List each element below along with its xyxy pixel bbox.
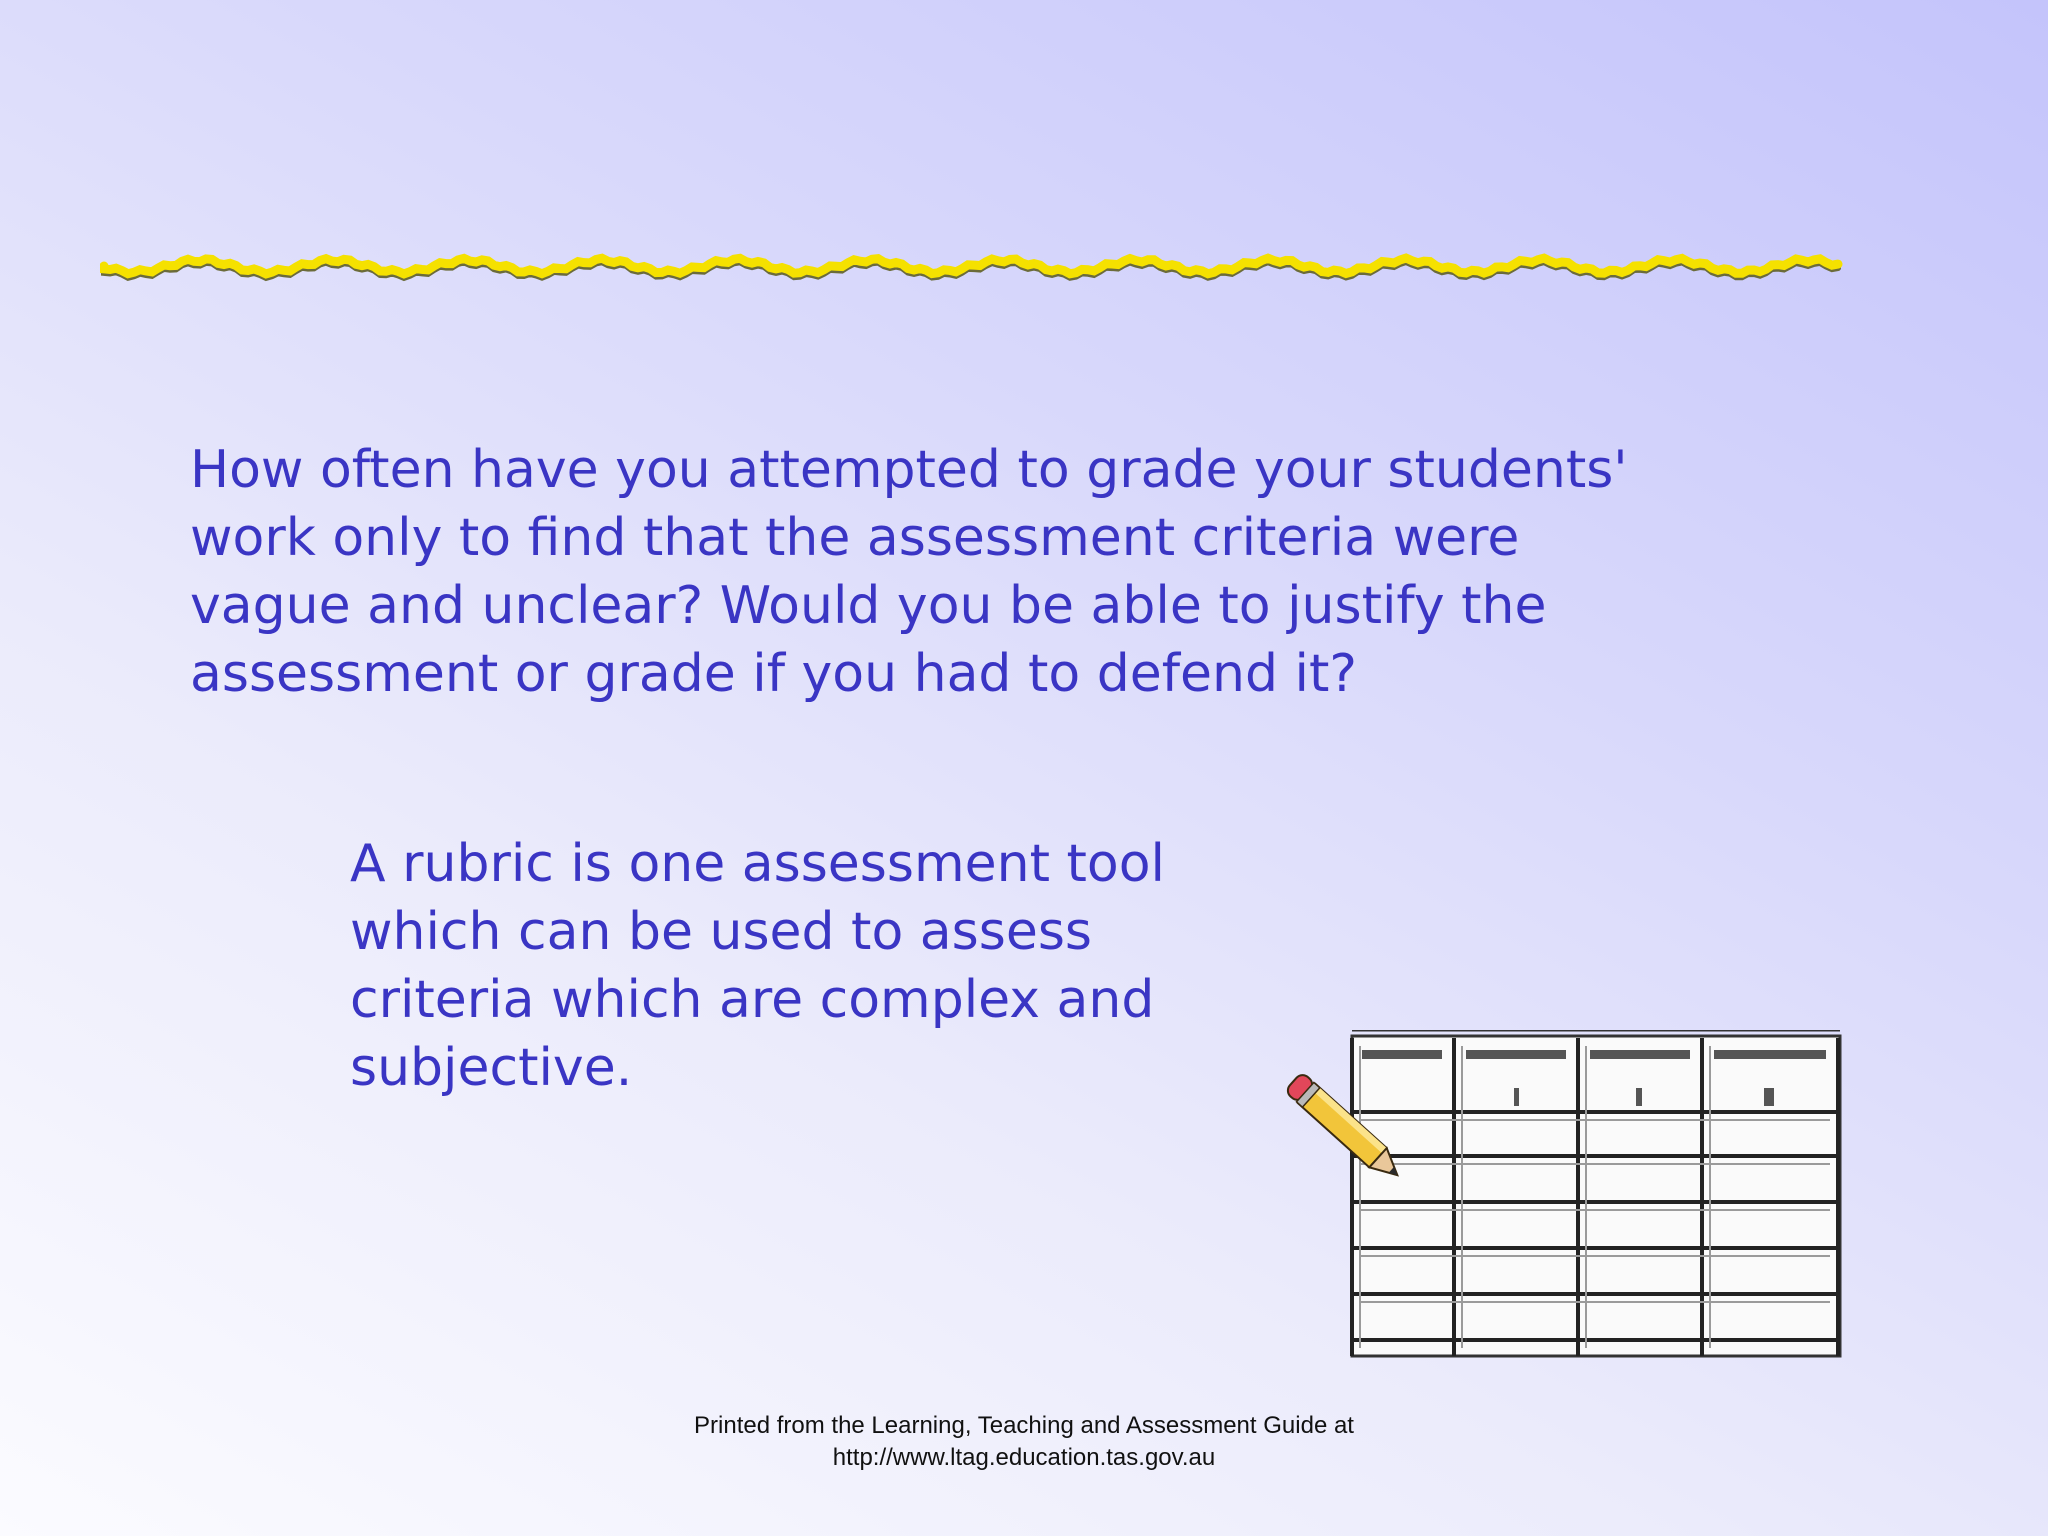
definition-line: which can be used to assess	[350, 902, 1093, 962]
wavy-divider-icon	[100, 246, 1846, 282]
rubric-table-icon	[1352, 1030, 1840, 1356]
footer-line: Printed from the Learning, Teaching and Assessment Guide at	[694, 1412, 1354, 1439]
definition-line: A rubric is one assessment tool	[350, 834, 1165, 894]
intro-line: work only to find that the assessment criteria were	[190, 508, 1520, 568]
rubric-definition-paragraph	[350, 830, 1165, 1102]
footer-credit	[0, 1410, 2048, 1474]
definition-line: criteria which are complex and	[350, 970, 1155, 1030]
definition-line: subjective.	[350, 1038, 633, 1098]
intro-paragraph	[190, 436, 1628, 708]
intro-line: assessment or grade if you had to defend it?	[190, 644, 1357, 704]
pencil-and-rubric-table-icon	[1282, 1030, 1842, 1360]
intro-line: vague and unclear? Would you be able to justify the	[190, 576, 1547, 636]
footer-url: http://www.ltag.education.tas.gov.au	[832, 1444, 1216, 1471]
intro-line: How often have you attempted to grade your students'	[190, 440, 1628, 500]
